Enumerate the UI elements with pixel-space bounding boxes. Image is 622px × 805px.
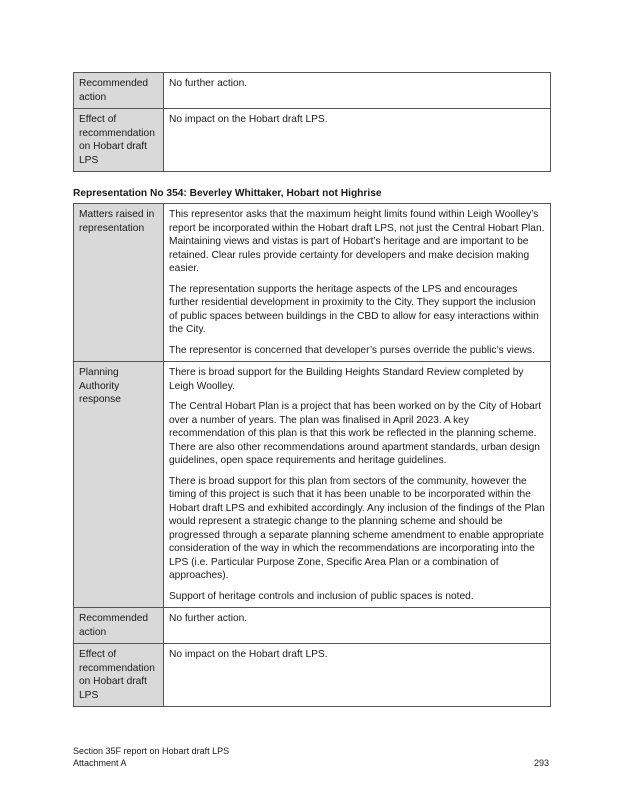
table-row — [74, 608, 551, 644]
footer-attachment: Attachment A — [73, 758, 127, 768]
table-row — [74, 362, 551, 608]
row-value — [164, 73, 551, 109]
row-value — [164, 608, 551, 644]
section-heading: Representation No 354: Beverley Whittaker, Hobart not Highrise — [73, 188, 382, 199]
table-row — [74, 73, 551, 109]
paragraph: No further action. — [169, 613, 248, 624]
paragraph: No impact on the Hobart draft LPS. — [169, 114, 328, 125]
paragraph: There is broad support for the Building Heights Standard Review completed by Leigh Woolley. — [169, 367, 524, 392]
paragraph: The representor is concerned that developer’s purses override the public’s views. — [169, 344, 535, 356]
paragraph: No further action. — [169, 78, 248, 89]
paragraph: This representor asks that the maximum height limits found within Leigh Woolley’s report be incorporated within the Hobart draft LPS, not just the Central Hobart Plan. Maintaining views and vistas is part of Hobart’s heritage and are important to be retained. Clear rules provide certainty for developers and make decision making easier. — [169, 209, 545, 274]
page-footer — [73, 745, 229, 769]
row-value — [164, 644, 551, 707]
top-table — [73, 72, 551, 172]
paragraph: There is broad support for this plan from sectors of the community, however the timing of this project is such that it has been unable to be incorporated within the Hobart draft LPS and exhibited accordingly. Any inclusion of the findings of the Plan would represent a strategic change to the planning scheme and should be progressed through a separate planning scheme amendment to enable appropriate consideration of the way in which the recommendations are incorporating into the LPS (i.e. Particular Purpose Zone, Specific Area Plan or a combination of approaches). — [169, 475, 545, 581]
row-value — [164, 362, 551, 608]
row-label: Matters raised in representation — [74, 204, 164, 362]
table-row — [74, 109, 551, 172]
row-value — [164, 204, 551, 362]
row-value — [164, 109, 551, 172]
paragraph: No impact on the Hobart draft LPS. — [169, 649, 328, 660]
row-label: Recommended action — [74, 608, 164, 644]
row-label: Planning Authority response — [74, 362, 164, 608]
paragraph: Support of heritage controls and inclusion of public spaces is noted. — [169, 590, 474, 602]
representation-table — [73, 203, 551, 707]
row-label: Effect of recommendation on Hobart draft LPS — [74, 109, 164, 172]
row-label: Effect of recommendation on Hobart draft LPS — [74, 644, 164, 707]
row-label: Recommended action — [74, 73, 164, 109]
paragraph: The Central Hobart Plan is a project that has been worked on by the City of Hobart over a number of years. The plan was finalised in April 2023. A key recommendation of this plan is that this work be reflected in the planning scheme. There are also other recommendations around apartment standards, urban design guidelines, open space requirements and heritage guidelines. — [169, 401, 542, 466]
table-row — [74, 644, 551, 707]
table-row — [74, 204, 551, 362]
paragraph: The representation supports the heritage aspects of the LPS and encourages further residential development in proximity to the City. They support the inclusion of public spaces between buildings in the CBD to allow for easy interactions within the City. — [169, 283, 539, 335]
page-number: 293 — [533, 758, 549, 768]
footer-report-title: Section 35F report on Hobart draft LPS — [73, 746, 230, 756]
